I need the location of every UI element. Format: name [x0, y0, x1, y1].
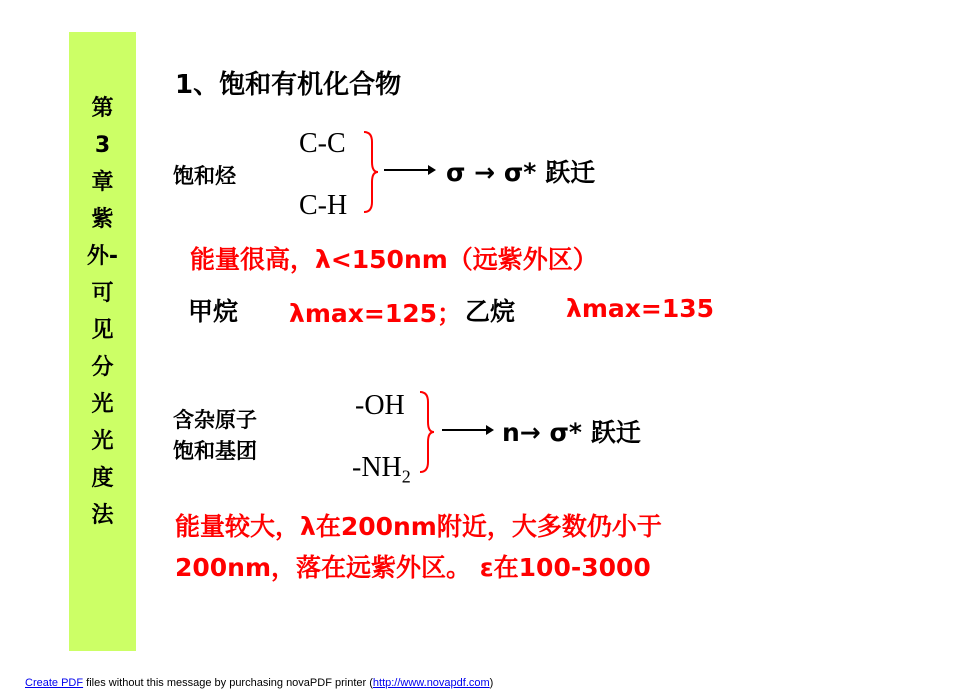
- energy-large-note-line1: 能量较大，λ在200nm附近，大多数仍小于: [175, 512, 662, 541]
- sidebar-char: 紫: [91, 207, 114, 232]
- transition-arrow-2: [442, 423, 494, 437]
- chapter-title-vertical: [69, 90, 136, 534]
- sidebar-char: 3: [94, 133, 111, 158]
- sidebar-char: 法: [91, 503, 114, 528]
- heteroatom-label-line1: 含杂原子: [173, 408, 257, 432]
- create-pdf-link[interactable]: Create PDF: [25, 677, 84, 689]
- sigma-sigma-transition: σ → σ* 跃迁: [446, 158, 596, 187]
- chapter-sidebar: [69, 32, 136, 651]
- sidebar-char: 光: [91, 429, 114, 454]
- sidebar-char: 分: [91, 355, 114, 380]
- saturated-hydrocarbon-label: 饱和烃: [173, 164, 236, 188]
- sidebar-char: 外-: [86, 244, 119, 269]
- transition-arrow-1: [384, 163, 436, 177]
- brace-1: [362, 130, 382, 214]
- ethane-lambda: λmax=135: [566, 294, 714, 323]
- energy-large-note-line2: 200nm，落在远紫外区。 ε在100-3000: [175, 553, 651, 582]
- sidebar-char: 可: [91, 281, 114, 306]
- bond-cc: C-C: [299, 128, 346, 159]
- group-nh2: $-NH_2$: [352, 452, 411, 487]
- section-heading: 1、饱和有机化合物: [175, 70, 402, 100]
- brace-2: [418, 390, 438, 474]
- energy-high-note: 能量很高，λ<150nm（远紫外区）: [190, 245, 598, 274]
- footer-text: files without this message by purchasing novaPDF printer (: [83, 677, 373, 689]
- sidebar-char: 度: [91, 466, 114, 491]
- ethane-label: 乙烷: [465, 297, 516, 326]
- methane-label: 甲烷: [188, 297, 239, 326]
- sidebar-char: 见: [91, 318, 114, 343]
- sidebar-char: 第: [91, 96, 114, 121]
- footer-text-end: ): [489, 677, 494, 689]
- sidebar-char: 光: [91, 392, 114, 417]
- bond-ch: C-H: [299, 190, 348, 221]
- heteroatom-label-line2: 饱和基团: [173, 439, 257, 463]
- methane-lambda: λmax=125；: [289, 299, 462, 328]
- group-oh: -OH: [355, 390, 405, 421]
- pdf-footer: [25, 677, 493, 689]
- novapdf-link[interactable]: http://www.novapdf.com: [372, 677, 490, 689]
- n-sigma-transition: n→ σ* 跃迁: [502, 418, 641, 447]
- sidebar-char: 章: [91, 170, 114, 195]
